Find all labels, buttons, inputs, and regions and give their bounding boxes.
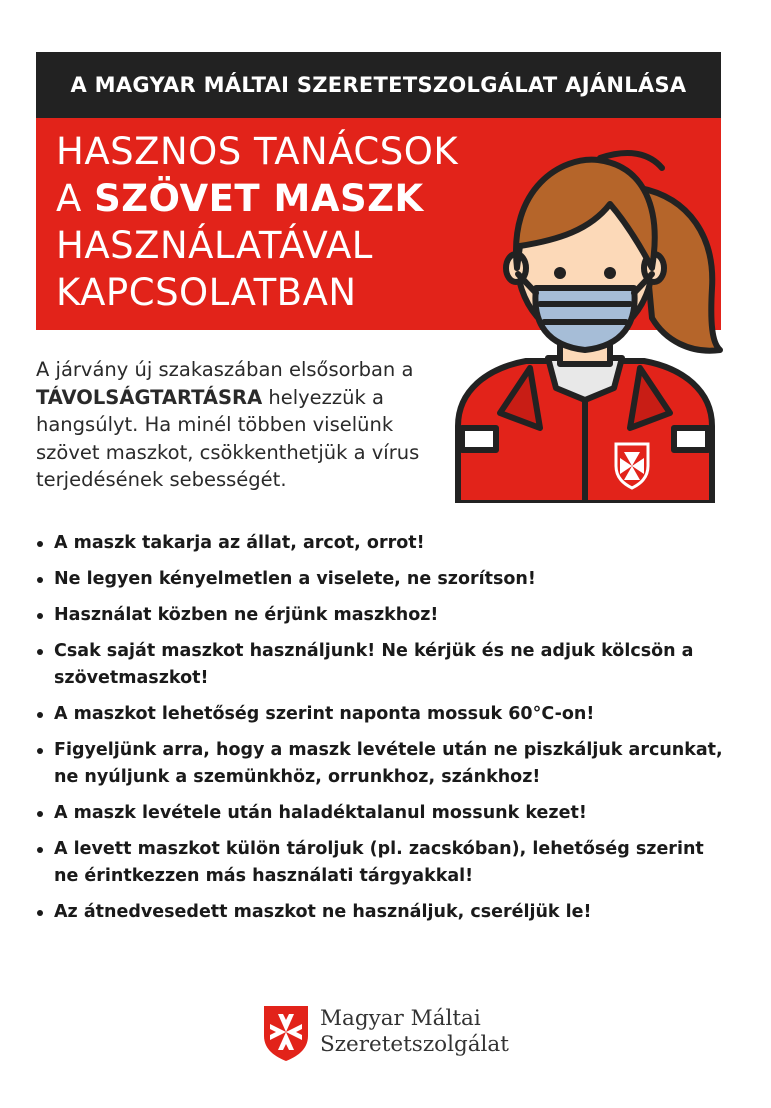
intro-highlight: TÁVOLSÁGTARTÁSRA xyxy=(36,385,263,409)
tips-list xyxy=(34,530,724,935)
org-name-line-1: Magyar Máltai xyxy=(320,1006,481,1031)
list-item: Ne legyen kényelmetlen a viselete, ne szorítson! xyxy=(34,566,724,593)
org-name-line-2: Szeretetszolgálat xyxy=(320,1032,509,1057)
title-line-4: KAPCSOLATBAN xyxy=(56,271,357,314)
woman-with-face-mask-icon xyxy=(440,128,730,503)
footer-logo xyxy=(262,1004,512,1064)
list-item: Használat közben ne érjünk maszkhoz! xyxy=(34,602,724,629)
banner-text: A MAGYAR MÁLTAI SZERETETSZOLGÁLAT AJÁNLÁSA xyxy=(70,73,687,97)
intro-paragraph xyxy=(36,356,436,494)
maltese-cross-shield-icon xyxy=(262,1004,310,1062)
intro-text-1: A járvány új szakaszában elsősorban a xyxy=(36,358,414,381)
title-line-2 xyxy=(56,175,458,222)
list-item: Figyeljünk arra, hogy a maszk levétele után ne piszkáljuk arcunkat, ne nyúljunk a szemünkhöz, orrunkhoz, szánkhoz! xyxy=(34,737,724,791)
list-item: A maszkot lehetőség szerint naponta mossuk 60°C-on! xyxy=(34,701,724,728)
list-item: Csak saját maszkot használjunk! Ne kérjük és ne adjuk kölcsön a szövetmaszkot! xyxy=(34,638,724,692)
top-banner xyxy=(36,52,721,118)
list-item: A maszk levétele után haladéktalanul mossunk kezet! xyxy=(34,800,724,827)
title-line-1: HASZNOS TANÁCSOK xyxy=(56,130,459,173)
organization-name xyxy=(320,1006,509,1058)
list-item: Az átnedvesedett maszkot ne használjuk, cseréljük le! xyxy=(34,899,724,926)
intro-text-2: helyezzük a hangsúlyt. Ha minél többen viselünk szövet maszkot, csökkenthetjük a vírus terjedésének sebességét. xyxy=(36,385,420,491)
title-line-2-bold: SZÖVET MASZK xyxy=(94,177,424,220)
list-item: A maszk takarja az állat, arcot, orrot! xyxy=(34,530,724,557)
maltese-cross-badge-icon xyxy=(616,444,648,488)
list-item: A levett maszkot külön tároljuk (pl. zacskóban), lehetőség szerint ne érintkezzen más használati tárgyakkal! xyxy=(34,836,724,890)
title-line-2-prefix: A xyxy=(56,177,82,220)
title-line-3: HASZNÁLATÁVAL xyxy=(56,224,373,267)
page-title xyxy=(56,128,458,316)
